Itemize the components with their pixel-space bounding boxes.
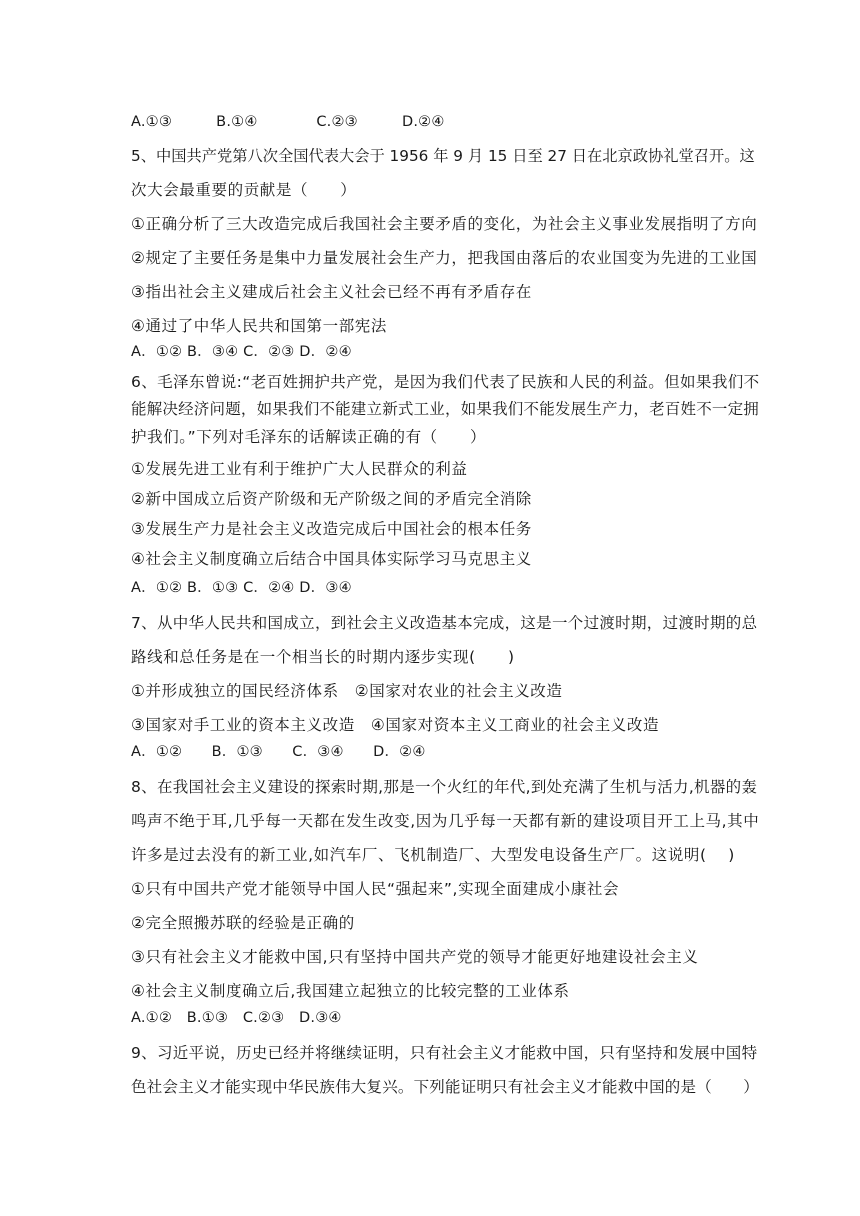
q7-stem-line-2: 路线和总任务是在一个相当长的时期内逐步实现( ) xyxy=(131,648,515,666)
q7-items-line-1: ①并形成独立的国民经济体系 ②国家对农业的社会主义改造 xyxy=(131,682,563,700)
q5-item-3: ③指出社会主义建成后社会主义社会已经不再有矛盾存在 xyxy=(131,283,532,301)
q7-items-line-2: ③国家对手工业的资本主义改造 ④国家对资本主义工商业的社会主义改造 xyxy=(131,716,660,734)
q6-item-3: ③发展生产力是社会主义改造完成后中国社会的根本任务 xyxy=(131,520,532,538)
q8-item-2: ②完全照搬苏联的经验是正确的 xyxy=(131,914,355,932)
q6-item-4: ④社会主义制度确立后结合中国具体实际学习马克思主义 xyxy=(131,550,532,568)
q9-stem-line-2: 色社会主义才能实现中华民族伟大复兴。下列能证明只有社会主义才能救中国的是（ ） xyxy=(131,1078,760,1096)
q6-item-2: ②新中国成立后资产阶级和无产阶级之间的矛盾完全消除 xyxy=(131,490,532,508)
q5-options: A．①② B．③④ C．②③ D．②④ xyxy=(131,344,352,360)
q8-stem-line-2: 鸣声不绝于耳,几乎每一天都在发生改变,因为几乎每一天都有新的建设项目开工上马,其中 xyxy=(131,812,760,830)
q5-item-4: ④通过了中华人民共和国第一部宪法 xyxy=(131,317,387,335)
q9-stem-line-1: 9、习近平说，历史已经并将继续证明，只有社会主义才能救中国，只有坚持和发展中国特 xyxy=(131,1044,758,1062)
q6-options: A．①② B．①③ C．②④ D．③④ xyxy=(131,580,352,596)
q6-item-1: ①发展先进工业有利于维护广大人民群众的利益 xyxy=(131,460,468,478)
q5-item-2: ②规定了主要任务是集中力量发展社会生产力，把我国由落后的农业国变为先进的工业国 xyxy=(131,249,758,267)
q7-stem-line-1: 7、从中华人民共和国成立，到社会主义改造基本完成，这是一个过渡时期，过渡时期的总 xyxy=(131,614,758,632)
q8-options: A.①② B.①③ C.②③ D.③④ xyxy=(131,1010,342,1026)
q7-options: A．①② B．①③ C．③④ D．②④ xyxy=(131,744,426,760)
q4-answer-options: A.①③ B.①④ C.②③ D.②④ xyxy=(131,114,445,130)
q6-stem-line-3: 护我们。”下列对毛泽东的话解读正确的有（ ） xyxy=(131,428,487,446)
q5-stem-line-2: 次大会最重要的贡献是（ ） xyxy=(131,181,357,199)
q6-stem-line-2: 能解决经济问题，如果我们不能建立新式工业，如果我们不能发展生产力，老百姓不一定拥 xyxy=(131,400,760,418)
q5-item-1: ①正确分析了三大改造完成后我国社会主要矛盾的变化，为社会主义事业发展指明了方向 xyxy=(131,215,758,233)
q8-item-3: ③只有社会主义才能救中国,只有坚持中国共产党的领导才能更好地建设社会主义 xyxy=(131,948,699,966)
q6-stem-line-1: 6、毛泽东曾说:“老百姓拥护共产党，是因为我们代表了民族和人民的利益。但如果我们不 xyxy=(131,373,760,391)
q8-stem-line-1: 8、在我国社会主义建设的探索时期,那是一个火红的年代,到处充满了生机与活力,机器的轰 xyxy=(131,778,758,796)
q5-stem-line-1: 5、中国共产党第八次全国代表大会于 1956 年 9 月 15 日至 27 日在北京政协礼堂召开。这 xyxy=(131,147,755,165)
q8-item-4: ④社会主义制度确立后,我国建立起独立的比较完整的工业体系 xyxy=(131,982,570,1000)
q8-item-1: ①只有中国共产党才能领导中国人民“强起来”,实现全面建成小康社会 xyxy=(131,880,620,898)
q8-stem-line-3: 许多是过去没有的新工业,如汽车厂、飞机制造厂、大型发电设备生产厂。这说明( ) xyxy=(131,846,735,864)
